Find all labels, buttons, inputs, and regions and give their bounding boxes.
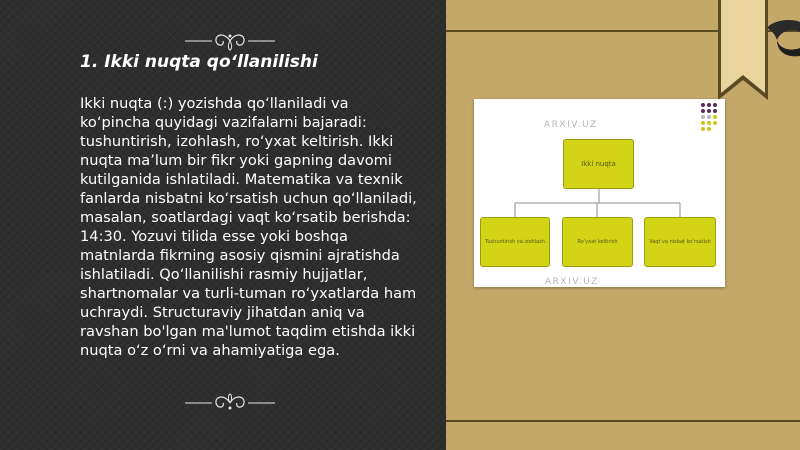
slide-body-text: Ikki nuqta (:) yozishda qo‘llaniladi va ko‘pincha quyidagi vazifalarni bajaradi: tushuntirish, izohlash, ro‘yxat keltirish. Ikki nuqta ma’lum bir fikr yoki gapning davomi kutilganida ishlatiladi. Matematika va texnik fanlarda nisbatni ko‘rsatish uchun qo‘llaniladi, masalan, soatlardagi vaqt ko‘rsatib berishda: 14:30. Yozuvi tilida esse yoki boshqa matnlarda fikrning asosiy qismini ajratishda ishlatiladi. Qo‘llanilishi rasmiy hujjatlar, shartnomalar va turli-tuman ro‘yxatlarda ham uchraydi. Structuraviy jihatdan aniq va ravshan bo'lgan ma'lumot taqdim etishda ikki nuqta o‘z o‘rni va ahamiyatiga ega. bbox=[80, 95, 417, 359]
watermark-bottom: ARXIV.UZ bbox=[545, 277, 599, 287]
bookmark-ribbon-icon bbox=[718, 0, 768, 100]
diagram-root-node: Ikki nuqta bbox=[563, 139, 634, 189]
diagram-image bbox=[474, 99, 725, 287]
diagram-child-node-1: Tushuntirish va izohlash bbox=[480, 217, 550, 267]
dot-grid-icon bbox=[699, 101, 723, 135]
page-curl-icon bbox=[765, 18, 800, 58]
slide-title: 1. Ikki nuqta qoʻllanilishi bbox=[80, 52, 318, 72]
bottom-divider-line bbox=[446, 420, 800, 422]
diagram-child-node-3: Vaqt va nisbat ko‘rsatish bbox=[644, 217, 716, 267]
diagram-child-node-2: Ro‘yxat keltirish bbox=[562, 217, 633, 267]
ornament-flourish-icon bbox=[185, 392, 275, 414]
ornament-flourish-icon bbox=[185, 30, 275, 52]
watermark-top: ARXIV.UZ bbox=[544, 120, 598, 130]
